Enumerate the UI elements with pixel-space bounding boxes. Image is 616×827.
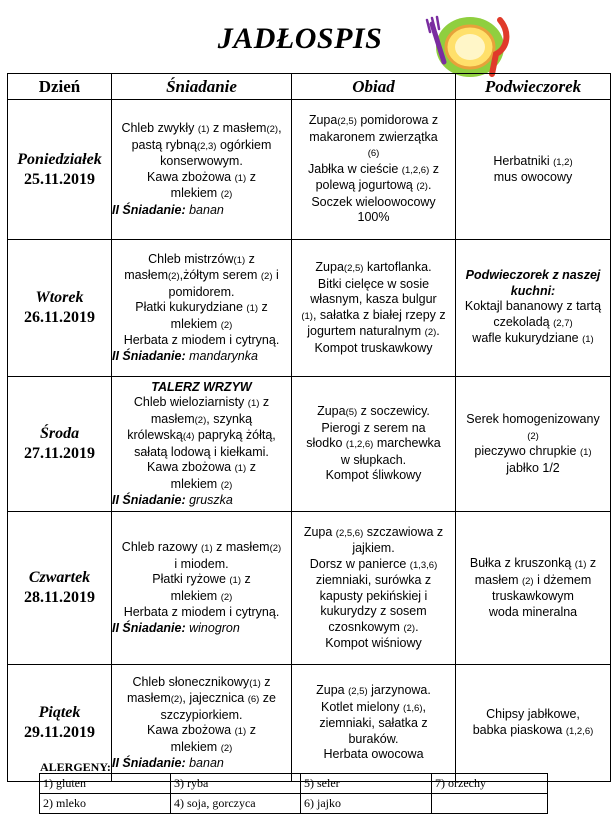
breakfast-line	[112, 477, 291, 494]
snack-text: i dżemem	[533, 572, 592, 587]
breakfast-text: z	[246, 169, 256, 184]
lunch-text: jajkiem.	[352, 541, 395, 555]
breakfast-text: królewską	[127, 428, 183, 442]
breakfast-text: szczypiorkiem.	[160, 707, 243, 722]
breakfast-line	[112, 460, 291, 477]
snack-text: (1)	[579, 447, 592, 458]
lunch-text: buraków.	[348, 731, 399, 746]
breakfast-text: pomidorem.	[168, 284, 235, 299]
breakfast-text: (1)	[247, 398, 260, 409]
breakfast-line	[112, 317, 291, 334]
breakfast-text: ogórkiem	[216, 137, 272, 152]
breakfast-text: banan	[189, 756, 224, 770]
lunch-text: kukurydzy z sosem	[320, 604, 427, 618]
snack-text: (2)	[521, 575, 534, 587]
allergen-row	[40, 774, 548, 794]
allergen-item: 5) seler	[301, 774, 432, 794]
lunch-text: (2,5)	[337, 116, 357, 128]
snack-text: kuchni:	[510, 283, 556, 298]
breakfast-line	[112, 186, 291, 203]
breakfast-text: (1)	[233, 254, 246, 266]
lunch-line	[292, 573, 455, 589]
snack-text: wafle kukurydziane	[472, 331, 583, 346]
breakfast-line	[112, 252, 291, 269]
snack-line	[456, 284, 610, 300]
lunch-line	[292, 308, 455, 325]
snack-text: (1)	[582, 334, 594, 346]
allergen-item	[432, 794, 548, 814]
breakfast-text: Kawa zbożowa	[147, 723, 235, 737]
breakfast-line	[112, 428, 291, 445]
lunch-line	[292, 162, 455, 179]
lunch-line	[292, 700, 455, 717]
breakfast-line	[112, 121, 291, 138]
lunch-line	[292, 292, 455, 308]
lunch-text: makaronem zwierzątka	[309, 129, 438, 144]
lunch-line	[292, 113, 455, 130]
lunch-text: Zupa	[316, 683, 349, 698]
snack-line	[456, 573, 610, 590]
snack-text: czekoladą	[493, 314, 554, 329]
breakfast-text: (1)	[234, 726, 247, 737]
breakfast-text: (2)	[260, 271, 273, 283]
breakfast-text: konserwowym.	[160, 154, 243, 168]
breakfast-text: II Śniadanie:	[112, 756, 190, 770]
lunch-text: , sałatka z białej rzepy z	[312, 307, 446, 322]
header-breakfast: Śniadanie	[112, 74, 292, 100]
breakfast-line	[112, 557, 291, 573]
snack-line	[456, 589, 610, 605]
snack-text: Herbatniki	[493, 153, 554, 168]
lunch-cell	[292, 512, 456, 665]
lunch-line	[292, 557, 455, 574]
breakfast-text: Kawa zbożowa	[147, 169, 235, 184]
breakfast-text: i	[272, 268, 279, 283]
snack-text: (1,2,6)	[565, 725, 594, 737]
breakfast-text: z	[246, 723, 256, 737]
snack-text: jabłko 1/2	[506, 460, 560, 475]
breakfast-cell	[112, 512, 292, 665]
breakfast-text: papryką żółtą,	[194, 428, 276, 442]
breakfast-text: z	[258, 300, 268, 315]
header-row	[8, 74, 611, 100]
snack-text: (1,2)	[553, 156, 573, 168]
lunch-text: ,	[422, 699, 426, 714]
lunch-text: Zupa	[308, 113, 338, 128]
breakfast-line	[112, 138, 291, 155]
day-date: 26.11.2019	[23, 309, 96, 326]
day-name: Czwartek	[28, 569, 91, 586]
lunch-text: (2)	[424, 327, 437, 338]
breakfast-line	[112, 589, 291, 606]
breakfast-text: Chleb mistrzów	[148, 251, 234, 266]
breakfast-text: , jajecznica	[182, 691, 248, 705]
menu-row	[8, 377, 611, 512]
breakfast-text: (2)	[220, 479, 233, 491]
lunch-cell	[292, 100, 456, 240]
breakfast-text: TALERZ WRZYW	[151, 379, 252, 394]
snack-line	[456, 461, 610, 477]
lunch-text: własnym, kasza bulgur	[310, 292, 437, 306]
lunch-line	[292, 145, 455, 162]
breakfast-text: (1)	[197, 124, 210, 135]
breakfast-text: Płatki ryżowe	[152, 572, 230, 586]
lunch-text: kapusty pekińskiej i	[319, 588, 428, 603]
breakfast-text: z masłem	[212, 540, 270, 554]
snack-text: masłem	[474, 572, 522, 587]
breakfast-line	[112, 445, 291, 461]
lunch-line	[292, 468, 455, 484]
lunch-text: Kotlet mielony	[320, 699, 403, 714]
lunch-text: 100%	[357, 210, 390, 225]
breakfast-text: , szynką	[206, 411, 253, 426]
lunch-line	[292, 210, 455, 226]
breakfast-text: (2)	[194, 414, 207, 426]
lunch-text: Zupa	[303, 524, 336, 539]
snack-line	[456, 315, 610, 332]
breakfast-text: z	[259, 395, 270, 409]
breakfast-text: (1)	[234, 463, 247, 474]
lunch-line	[292, 341, 455, 357]
lunch-line	[292, 747, 455, 763]
lunch-text: (1)	[301, 310, 313, 322]
snack-text: truskawkowym	[492, 589, 574, 603]
lunch-text: (1,6)	[402, 702, 423, 714]
breakfast-line	[112, 268, 291, 285]
day-cell	[8, 512, 112, 665]
lunch-cell	[292, 665, 456, 782]
breakfast-text: z	[246, 460, 256, 474]
day-name: Środa	[39, 425, 80, 442]
snack-cell	[456, 377, 611, 512]
breakfast-text: (2)	[266, 124, 279, 135]
lunch-text: ziemniaki, surówka z	[315, 573, 432, 587]
breakfast-text: i miodem.	[174, 556, 229, 571]
lunch-text: (2,5)	[343, 263, 364, 274]
breakfast-text: (2)	[170, 694, 183, 705]
breakfast-text: pastą rybną	[131, 137, 197, 152]
lunch-cell	[292, 377, 456, 512]
lunch-line	[292, 604, 455, 620]
lunch-line	[292, 620, 455, 637]
breakfast-line	[112, 675, 291, 692]
allergen-item: 4) soja, gorczyca	[171, 794, 301, 814]
breakfast-line	[112, 756, 291, 772]
lunch-line	[292, 589, 455, 605]
lunch-line	[292, 636, 455, 652]
lunch-text: ziemniaki, sałatka z	[319, 716, 428, 731]
breakfast-text: (1)	[234, 172, 247, 184]
breakfast-line	[112, 380, 291, 396]
day-cell	[8, 100, 112, 240]
snack-text: mus owocowy	[493, 170, 573, 184]
breakfast-text: (2)	[168, 271, 180, 283]
snack-text: pieczywo chrupkie	[474, 444, 580, 458]
breakfast-cell	[112, 665, 292, 782]
lunch-text: czosnkowym	[328, 619, 404, 634]
breakfast-line	[112, 572, 291, 589]
lunch-line	[292, 525, 455, 542]
lunch-text: Kompot truskawkowy	[314, 340, 433, 355]
snack-line	[456, 556, 610, 573]
breakfast-line	[112, 605, 291, 621]
breakfast-text: mlekiem	[170, 316, 221, 331]
breakfast-text: II Śniadanie:	[112, 348, 190, 363]
day-name: Poniedziałek	[17, 150, 102, 168]
breakfast-cell	[112, 100, 292, 240]
lunch-text: szczawiowa z	[363, 524, 444, 539]
breakfast-text: z	[260, 674, 271, 689]
menu-row	[8, 512, 611, 665]
day-name: Piątek	[38, 704, 81, 721]
page-title: JADŁOSPIS	[217, 22, 383, 55]
breakfast-text: mlekiem	[170, 186, 221, 200]
header-snack: Podwieczorek	[456, 74, 611, 100]
lunch-text: (5)	[345, 407, 358, 419]
lunch-line	[292, 130, 455, 146]
breakfast-line	[112, 740, 291, 757]
snack-text: woda mineralna	[488, 604, 578, 619]
lunch-line	[292, 716, 455, 732]
allergens-title: ALERGENY:	[40, 760, 111, 774]
day-date: 25.11.2019	[23, 170, 96, 188]
lunch-text: słodko	[306, 436, 346, 451]
lunch-line	[292, 260, 455, 277]
snack-line	[456, 170, 610, 186]
snack-line	[456, 605, 610, 621]
lunch-text: .	[436, 324, 440, 338]
snack-text: babka piaskowa	[472, 722, 566, 737]
lunch-line	[292, 436, 455, 453]
breakfast-line	[112, 493, 291, 509]
snack-text: Chipsy jabłkowe,	[486, 707, 580, 721]
lunch-line	[292, 683, 455, 700]
allergen-item: 6) jajko	[301, 794, 432, 814]
day-cell	[8, 240, 112, 377]
breakfast-text: (2,3)	[196, 140, 217, 152]
allergen-row	[40, 794, 548, 814]
breakfast-text: ze	[259, 691, 276, 705]
lunch-text: jarzynowa.	[367, 683, 431, 698]
header-lunch: Obiad	[292, 74, 456, 100]
day-name: Wtorek	[35, 289, 84, 306]
lunch-line	[292, 404, 455, 421]
breakfast-text: masłem	[150, 411, 195, 426]
lunch-text: Zupa	[315, 260, 344, 274]
breakfast-text: masłem	[124, 268, 168, 283]
lunch-text: (2)	[403, 622, 416, 634]
lunch-line	[292, 421, 455, 437]
snack-cell	[456, 512, 611, 665]
breakfast-line	[112, 691, 291, 708]
breakfast-text: Kawa zbożowa	[147, 460, 235, 474]
snack-line	[456, 707, 610, 723]
allergens-table	[39, 773, 548, 814]
lunch-text: (1,3,6)	[409, 559, 438, 571]
breakfast-text: II Śniadanie:	[112, 620, 190, 635]
snack-line	[456, 331, 610, 348]
lunch-text: (1,2,6)	[401, 164, 430, 176]
snack-text: Bułka z kruszonką	[469, 556, 575, 570]
snack-line	[456, 154, 610, 171]
lunch-text: polewą jogurtową	[315, 178, 417, 193]
breakfast-text: II Śniadanie:	[112, 202, 190, 217]
lunch-text: Bitki cielęce w sosie	[317, 276, 430, 291]
allergen-item: 3) ryba	[171, 774, 301, 794]
allergen-item: 7) orzechy	[432, 774, 548, 794]
breakfast-line	[112, 170, 291, 187]
breakfast-text: banan	[189, 202, 224, 217]
snack-line	[456, 412, 610, 428]
breakfast-text: (2)	[220, 319, 233, 331]
lunch-cell	[292, 240, 456, 377]
breakfast-text: Herbata z miodem i cytryną.	[123, 333, 280, 348]
breakfast-text: II Śniadanie:	[112, 493, 190, 507]
menu-row	[8, 240, 611, 377]
lunch-text: Kompot wiśniowy	[325, 636, 422, 650]
lunch-text: .	[415, 619, 419, 634]
breakfast-text: (1)	[229, 575, 241, 586]
breakfast-text: (4)	[182, 431, 195, 442]
snack-text: (1)	[574, 559, 587, 570]
breakfast-text: mlekiem	[170, 588, 221, 603]
snack-cell	[456, 100, 611, 240]
snack-line	[456, 723, 610, 740]
lunch-text: Zupa	[317, 404, 346, 419]
plate-fork-knife-icon	[418, 14, 514, 80]
breakfast-text: z masłem	[209, 121, 267, 135]
snack-line	[456, 444, 610, 461]
lunch-text: (6)	[367, 148, 380, 160]
breakfast-text: (2)	[220, 591, 233, 603]
breakfast-text: (1)	[249, 677, 261, 689]
breakfast-text: Chleb zwykły	[121, 121, 198, 135]
snack-text: (2)	[527, 430, 539, 442]
day-date: 29.11.2019	[23, 724, 96, 741]
menu-row	[8, 100, 611, 240]
breakfast-text: Płatki kukurydziane	[135, 300, 247, 315]
breakfast-line	[112, 540, 291, 557]
snack-text: (2,7)	[553, 317, 573, 329]
snack-cell	[456, 665, 611, 782]
breakfast-text: (6)	[247, 694, 260, 705]
breakfast-line	[112, 300, 291, 317]
lunch-text: (2,5,6)	[335, 527, 364, 539]
lunch-line	[292, 732, 455, 748]
breakfast-line	[112, 412, 291, 429]
breakfast-text: Chleb wieloziarnisty	[133, 395, 248, 409]
breakfast-text: gruszka	[189, 493, 233, 507]
breakfast-cell	[112, 240, 292, 377]
snack-cell	[456, 240, 611, 377]
breakfast-text: winogron	[189, 620, 240, 635]
allergen-item: 2) mleko	[40, 794, 171, 814]
snack-text: z	[586, 556, 597, 570]
header-day: Dzień	[8, 74, 112, 100]
snack-text: Koktajl bananowy z tartą	[464, 299, 602, 314]
menu-table	[7, 73, 611, 782]
day-date: 27.11.2019	[23, 445, 96, 462]
breakfast-line	[112, 349, 291, 365]
lunch-text: kartoflanka.	[363, 260, 432, 274]
lunch-text: Herbata owocowa	[323, 747, 424, 762]
breakfast-line	[112, 333, 291, 349]
lunch-text: jogurtem naturalnym	[307, 324, 425, 338]
lunch-line	[292, 195, 455, 211]
breakfast-text: (2)	[220, 189, 233, 200]
breakfast-text: ,żółtym serem	[179, 268, 261, 283]
breakfast-text: mandarynka	[189, 348, 258, 363]
lunch-line	[292, 541, 455, 557]
breakfast-text: (2)	[220, 742, 233, 754]
lunch-text: .	[427, 178, 432, 193]
breakfast-text: Chleb razowy	[121, 540, 201, 554]
lunch-line	[292, 178, 455, 195]
day-cell	[8, 377, 112, 512]
breakfast-line	[112, 285, 291, 301]
snack-line	[456, 299, 610, 315]
breakfast-text: (1)	[201, 543, 213, 554]
lunch-text: pomidorowa z	[356, 113, 439, 128]
lunch-text: (1,2,6)	[345, 439, 374, 451]
breakfast-line	[112, 723, 291, 740]
breakfast-text: Chleb słonecznikowy	[132, 674, 250, 689]
snack-text: Podwieczorek z naszej	[465, 268, 601, 283]
breakfast-line	[112, 395, 291, 412]
lunch-text: marchewka	[373, 436, 441, 451]
lunch-text: (2,5)	[348, 686, 368, 698]
lunch-text: Dorsz w panierce	[309, 556, 410, 571]
breakfast-text: mlekiem	[170, 739, 221, 754]
day-date: 28.11.2019	[23, 589, 96, 606]
breakfast-line	[112, 203, 291, 219]
breakfast-text: sałatą lodową i kiełkami.	[134, 444, 269, 459]
lunch-line	[292, 324, 455, 341]
breakfast-line	[112, 621, 291, 637]
lunch-line	[292, 277, 455, 293]
breakfast-text: mlekiem	[170, 476, 221, 491]
lunch-text: Kompot śliwkowy	[325, 468, 422, 483]
breakfast-text: z	[245, 251, 255, 266]
breakfast-line	[112, 708, 291, 724]
breakfast-line	[112, 154, 291, 170]
snack-line	[456, 268, 610, 284]
lunch-text: z	[429, 161, 439, 176]
lunch-text: (2)	[416, 181, 428, 193]
breakfast-text: z	[241, 572, 251, 586]
lunch-text: z soczewicy.	[357, 404, 430, 419]
breakfast-text: (2)	[269, 543, 282, 554]
lunch-text: Pierogi z serem na	[321, 420, 426, 435]
snack-line	[456, 428, 610, 445]
lunch-text: Soczek wieloowocowy	[311, 194, 436, 209]
snack-text: Serek homogenizowany	[466, 412, 600, 426]
allergen-item: 1) gluten	[40, 774, 171, 794]
lunch-line	[292, 453, 455, 469]
lunch-text: w słupkach.	[340, 452, 407, 467]
breakfast-text: (1)	[246, 303, 259, 315]
breakfast-text: masłem	[126, 691, 171, 705]
breakfast-text: ,	[278, 121, 282, 135]
breakfast-cell	[112, 377, 292, 512]
lunch-text: Jabłka w cieście	[308, 161, 402, 176]
breakfast-text: Herbata z miodem i cytryną.	[123, 605, 280, 619]
